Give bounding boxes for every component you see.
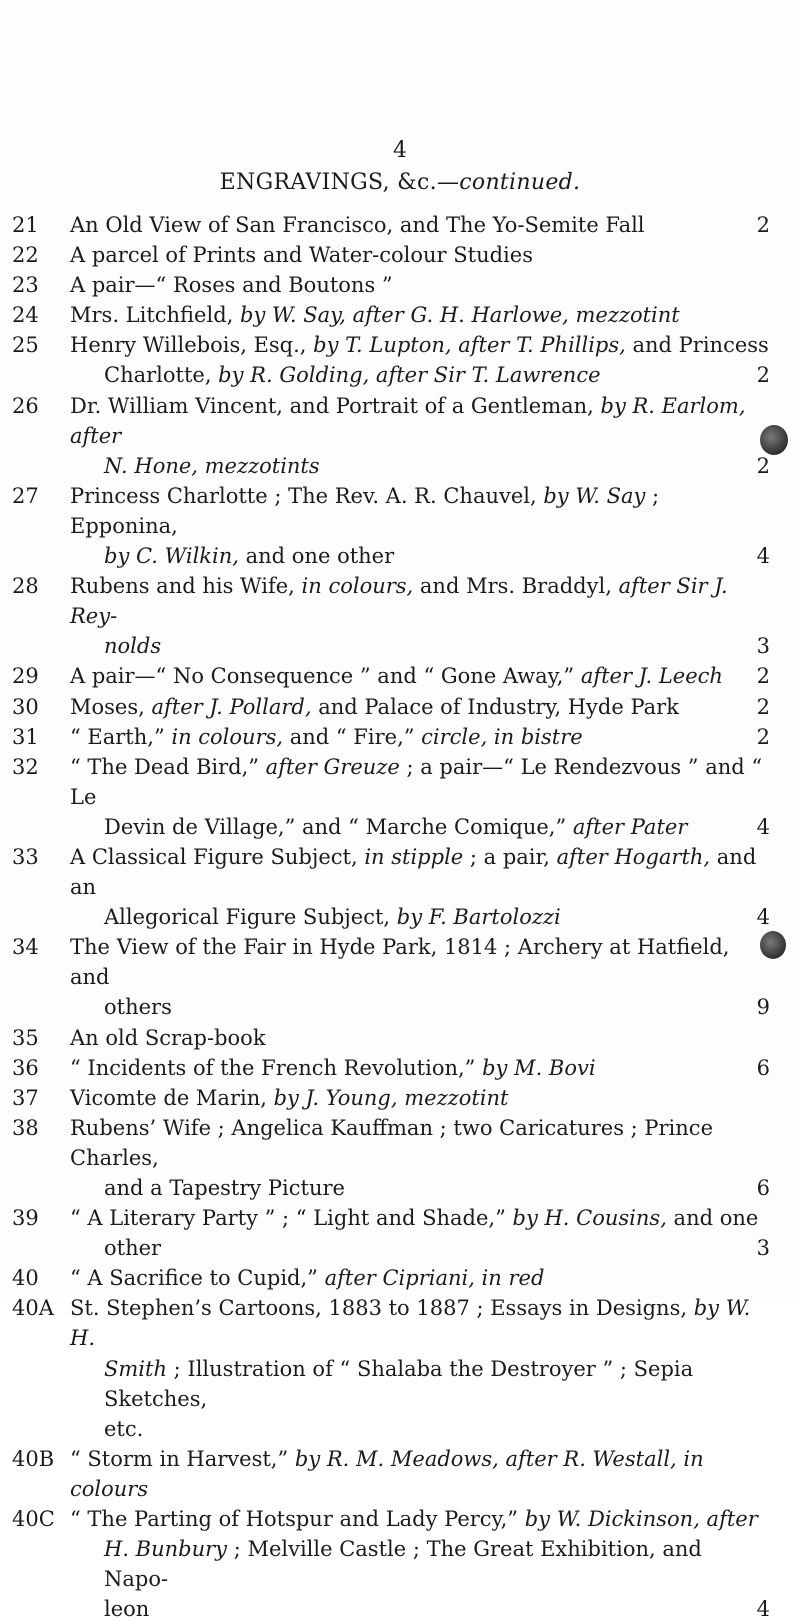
description-text: Charlotte, by R. Golding, after Sir T. Lawrence (104, 363, 601, 388)
description-text: “ Storm in Harvest,” by R. M. Meadows, after R. Westall, in colours (70, 1446, 704, 1501)
description-text: N. Hone, mezzotints (104, 453, 320, 478)
description-line (70, 752, 770, 812)
description-line (70, 571, 770, 631)
description-text: Vicomte de Marin, by J. Young, mezzotint (70, 1085, 509, 1110)
lot-description (70, 391, 770, 481)
description-text: “ Earth,” in colours, and “ Fire,” circle, in bistre (70, 724, 583, 749)
lot-description (70, 932, 770, 1022)
lot-number: 22 (12, 243, 39, 268)
description-text: “ A Sacrifice to Cupid,” after Cipriani, in red (70, 1266, 545, 1291)
lot-description (70, 1263, 770, 1293)
lot-entry (12, 1113, 770, 1203)
lot-description (70, 661, 770, 691)
description-text: “ Incidents of the French Revolution,” by M. Bovi (70, 1055, 596, 1080)
lot-description (70, 210, 770, 240)
lot-number: 37 (12, 1085, 39, 1110)
item-count: 2 (756, 664, 770, 689)
lot-description (70, 1293, 770, 1443)
lot-number: 35 (12, 1025, 39, 1050)
item-count: 4 (756, 1597, 770, 1622)
lot-list (12, 210, 770, 1624)
item-count: 2 (756, 724, 770, 749)
description-line (70, 1594, 770, 1624)
lot-number: 26 (12, 393, 39, 418)
lot-number: 31 (12, 724, 39, 749)
lot-number: 36 (12, 1055, 39, 1080)
lot-number: 29 (12, 664, 39, 689)
lot-entry (12, 1293, 770, 1443)
item-count: 9 (756, 995, 770, 1020)
description-line (70, 541, 770, 571)
description-line (70, 1263, 770, 1293)
lot-description (70, 300, 770, 330)
ink-blot (760, 425, 788, 455)
lot-description (70, 1053, 770, 1083)
lot-number: 25 (12, 333, 39, 358)
section-heading (0, 170, 800, 195)
description-text: Rubens and his Wife, in colours, and Mrs. Braddyl, after Sir J. Rey- (70, 574, 728, 629)
description-text: Allegorical Figure Subject, by F. Bartolozzi (104, 905, 561, 930)
description-line (70, 1504, 770, 1534)
item-count: 4 (756, 544, 770, 569)
description-text: Henry Willebois, Esq., by T. Lupton, after T. Phillips, and Princess (70, 333, 769, 358)
lot-description (70, 571, 770, 661)
description-line (70, 1083, 770, 1113)
lot-entry (12, 842, 770, 932)
description-text: Moses, after J. Pollard, and Palace of Industry, Hyde Park (70, 694, 679, 719)
lot-entry (12, 391, 770, 481)
lot-number: 30 (12, 694, 39, 719)
lot-description (70, 1444, 770, 1504)
description-line (70, 210, 770, 240)
description-line (70, 842, 770, 902)
description-line (70, 451, 770, 481)
description-line (70, 1113, 770, 1173)
lot-description (70, 1504, 770, 1624)
lot-description (70, 1113, 770, 1203)
item-count: 2 (756, 213, 770, 237)
description-line (70, 330, 770, 360)
description-text: Devin de Village,” and “ Marche Comique,” after Pater (104, 814, 688, 839)
lot-entry (12, 692, 770, 722)
description-line (70, 631, 770, 661)
lot-entry (12, 1053, 770, 1083)
lot-entry (12, 571, 770, 661)
lot-number: 40 (12, 1266, 39, 1291)
description-line (70, 661, 770, 691)
description-line (70, 902, 770, 932)
description-text: Mrs. Litchfield, by W. Say, after G. H. Harlowe, mezzotint (70, 303, 680, 328)
description-line (70, 1414, 770, 1444)
description-line (70, 722, 770, 752)
lot-number: 23 (12, 273, 39, 298)
description-text: An old Scrap-book (70, 1025, 266, 1050)
lot-entry (12, 300, 770, 330)
lot-entry (12, 1083, 770, 1113)
description-line (70, 1173, 770, 1203)
description-text: H. Bunbury ; Melville Castle ; The Great Exhibition, and Napo- (104, 1537, 702, 1592)
description-text: other (104, 1236, 162, 1261)
description-text: Princess Charlotte ; The Rev. A. R. Chauvel, by W. Say ; Epponina, (70, 483, 660, 538)
description-text: Rubens’ Wife ; Angelica Kauffman ; two Caricatures ; Prince Charles, (70, 1115, 713, 1170)
description-line (70, 1354, 770, 1414)
lot-entry (12, 1263, 770, 1293)
description-text: Dr. William Vincent, and Portrait of a Gentleman, by R. Earlom, after (70, 393, 746, 448)
lot-entry (12, 722, 770, 752)
description-line (70, 270, 770, 300)
description-line (70, 300, 770, 330)
description-line (70, 240, 770, 270)
lot-number: 33 (12, 844, 39, 869)
lot-number: 40C (12, 1507, 55, 1532)
description-text: nolds (104, 634, 162, 659)
description-text: and a Tapestry Picture (104, 1176, 345, 1200)
description-line (70, 1233, 770, 1263)
lot-number: 34 (12, 935, 39, 960)
item-count: 3 (756, 1236, 770, 1261)
lot-entry (12, 1023, 770, 1053)
lot-entry (12, 932, 770, 1022)
description-line (70, 992, 770, 1022)
lot-number: 38 (12, 1115, 39, 1140)
lot-description (70, 1203, 770, 1263)
lot-description (70, 692, 770, 722)
description-text: leon (104, 1597, 150, 1622)
lot-entry (12, 661, 770, 691)
description-line (70, 1023, 770, 1053)
lot-number: 28 (12, 574, 39, 599)
item-count: 2 (756, 453, 770, 478)
lot-description (70, 842, 770, 932)
description-text: “ A Literary Party ” ; “ Light and Shade,” by H. Cousins, and one (70, 1206, 759, 1231)
lot-entry (12, 270, 770, 300)
description-text: A parcel of Prints and Water-colour Studies (70, 243, 533, 268)
description-text: etc. (104, 1416, 144, 1441)
item-count: 3 (756, 634, 770, 659)
lot-description (70, 1023, 770, 1053)
item-count: 4 (756, 905, 770, 930)
description-line (70, 1444, 770, 1504)
lot-description (70, 481, 770, 571)
ink-blot (760, 931, 786, 959)
description-text: “ The Parting of Hotspur and Lady Percy,” by W. Dickinson, after (70, 1507, 758, 1532)
lot-number: 27 (12, 483, 39, 508)
item-count: 6 (756, 1176, 770, 1200)
description-text: An Old View of San Francisco, and The Yo-Semite Fall (70, 213, 645, 237)
item-count: 2 (756, 363, 770, 388)
description-text: A Classical Figure Subject, in stipple ; a pair, after Hogarth, and an (70, 844, 757, 900)
description-line (70, 1293, 770, 1353)
description-text: St. Stephen’s Cartoons, 1883 to 1887 ; Essays in Designs, by W. H. (70, 1296, 751, 1351)
lot-number: 21 (12, 213, 39, 237)
lot-number: 39 (12, 1206, 39, 1231)
lot-description (70, 330, 770, 390)
lot-number: 40A (12, 1296, 54, 1321)
description-line (70, 360, 770, 390)
lot-entry (12, 1203, 770, 1263)
lot-entry (12, 240, 770, 270)
description-text: others (104, 995, 172, 1020)
item-count: 2 (756, 694, 770, 719)
item-count: 4 (756, 814, 770, 839)
item-count: 6 (756, 1055, 770, 1080)
description-line (70, 932, 770, 992)
description-line (70, 692, 770, 722)
lot-entry (12, 1504, 770, 1624)
lot-description (70, 270, 770, 300)
description-line (70, 391, 770, 451)
section-continued: —continued. (436, 170, 581, 195)
description-text: “ The Dead Bird,” after Greuze ; a pair—“ Le Rendezvous ” and “ Le (70, 754, 763, 809)
description-line (70, 1534, 770, 1594)
lot-description (70, 752, 770, 842)
lot-entry (12, 752, 770, 842)
description-line (70, 481, 770, 541)
lot-entry (12, 210, 770, 240)
lot-number: 40B (12, 1446, 55, 1471)
description-text: The View of the Fair in Hyde Park, 1814 ; Archery at Hatfield, and (70, 935, 730, 990)
description-text: A pair—“ Roses and Boutons ” (70, 273, 393, 298)
lot-entry (12, 330, 770, 390)
lot-number: 24 (12, 303, 39, 328)
description-text: Smith ; Illustration of “ Shalaba the Destroyer ” ; Sepia Sketches, (104, 1356, 694, 1411)
section-title: ENGRAVINGS, &c. (219, 170, 437, 195)
lot-description (70, 1083, 770, 1113)
lot-description (70, 722, 770, 752)
lot-description (70, 240, 770, 270)
page-number: 4 (393, 138, 407, 163)
lot-number: 32 (12, 754, 39, 779)
description-line (70, 1053, 770, 1083)
description-text: A pair—“ No Consequence ” and “ Gone Away,” after J. Leech (70, 664, 723, 689)
description-text: by C. Wilkin, and one other (104, 544, 395, 569)
lot-entry (12, 481, 770, 571)
description-line (70, 1203, 770, 1233)
lot-entry (12, 1444, 770, 1504)
description-line (70, 812, 770, 842)
